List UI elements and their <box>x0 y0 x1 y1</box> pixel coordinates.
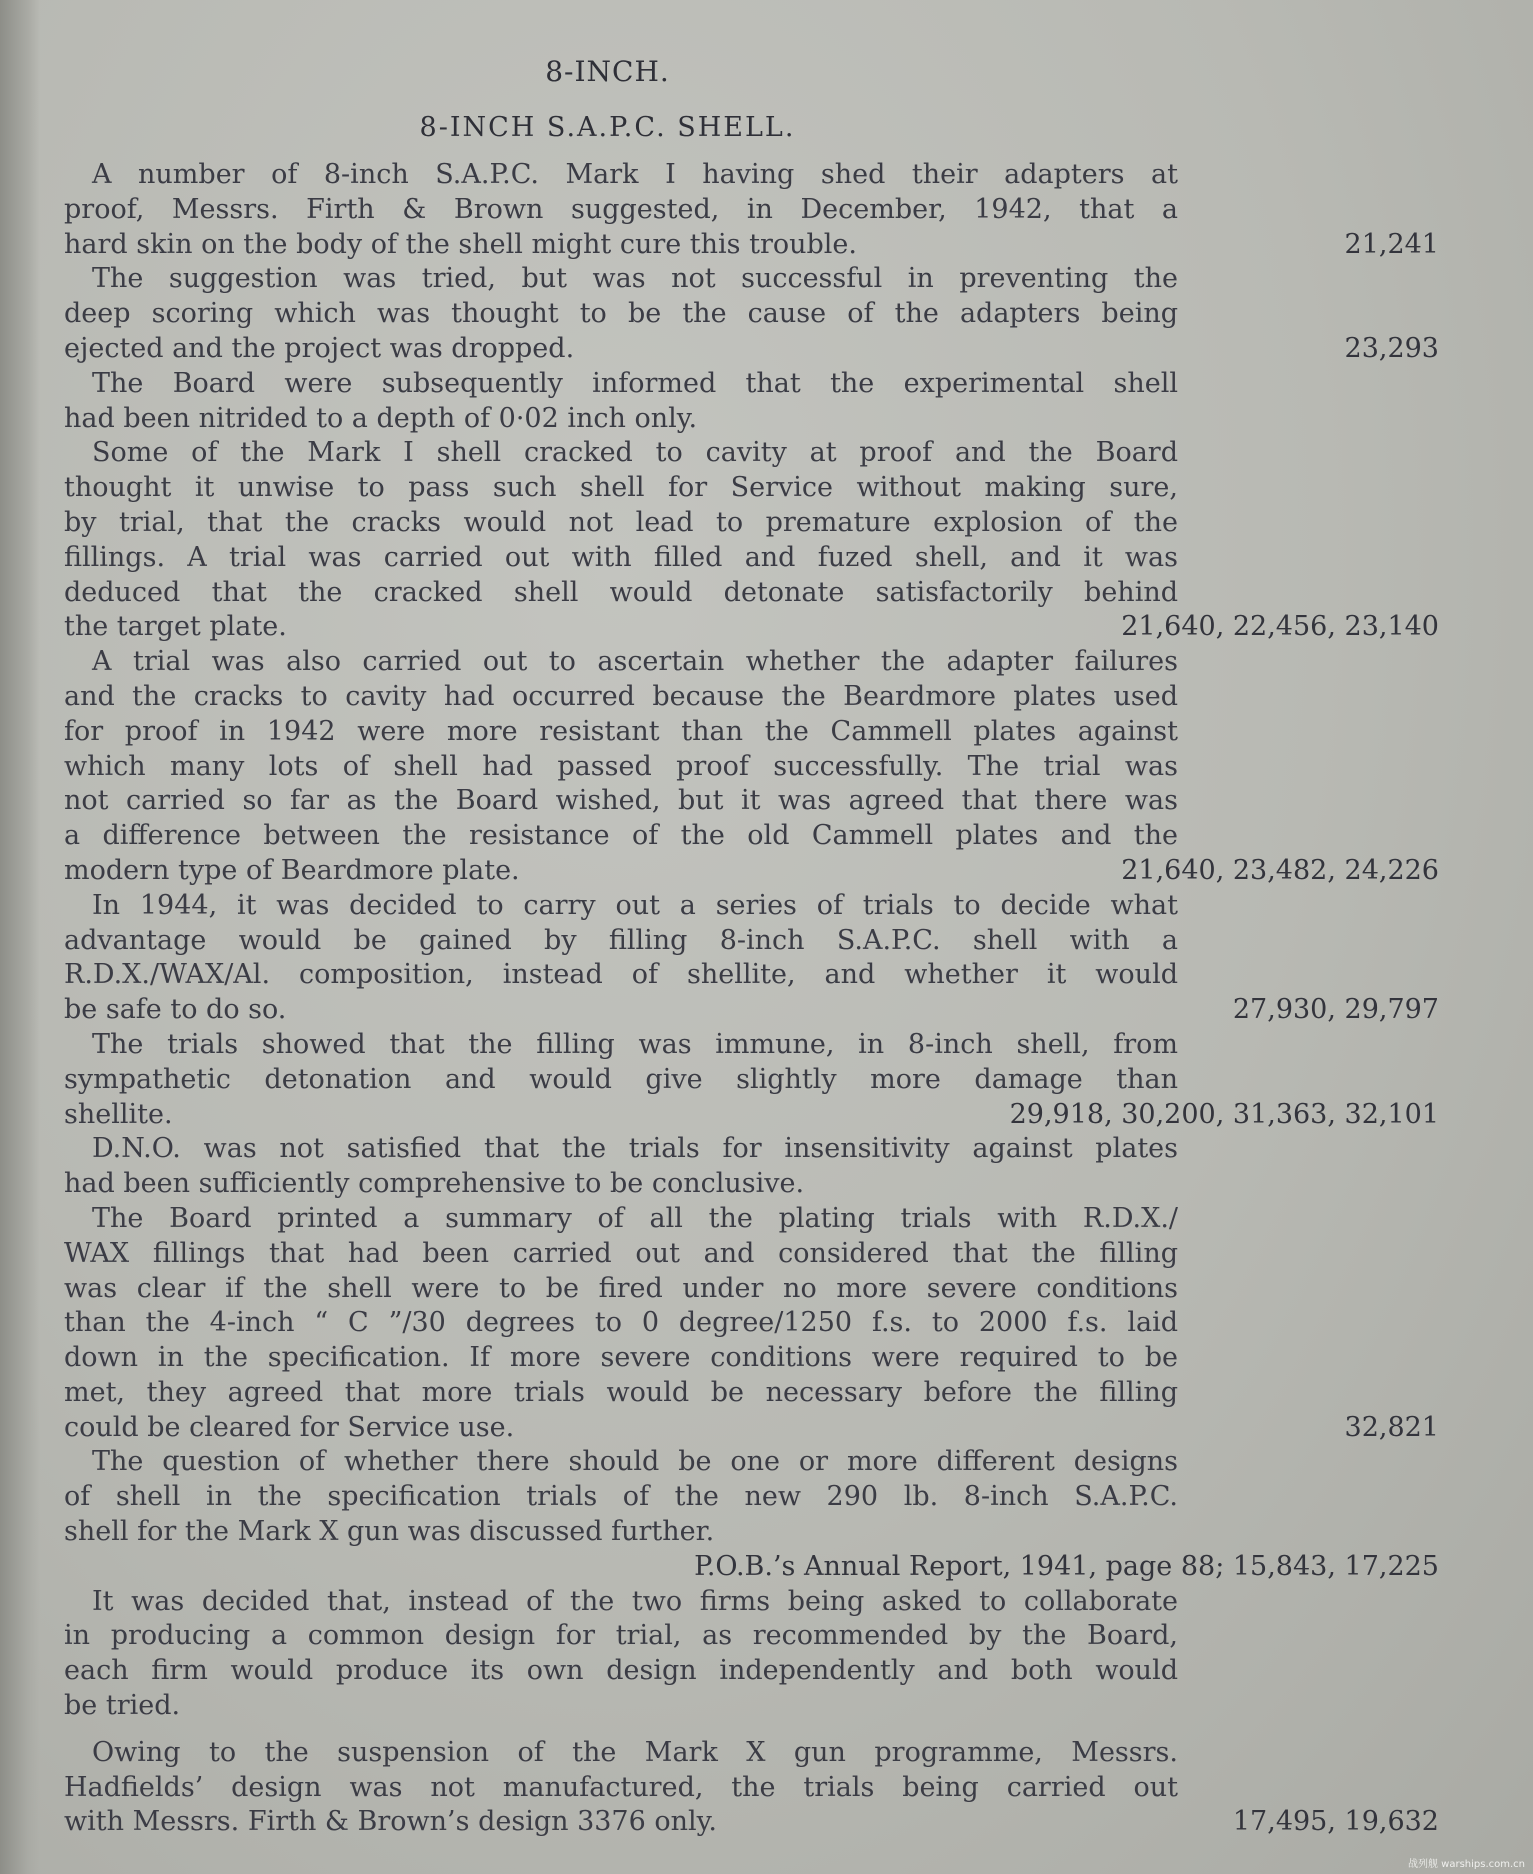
text-line <box>64 1585 1439 1620</box>
line-text: A number of 8-inch S.A.P.C. Mark I having shed their adapters at <box>92 159 1178 190</box>
text-line <box>64 784 1439 819</box>
line-text: proof, Messrs. Firth & Brown suggested, in December, 1942, that a <box>64 193 1178 225</box>
line-text: Some of the Mark I shell cracked to cavity at proof and the Board <box>92 437 1178 469</box>
text-line <box>64 924 1439 959</box>
text-line <box>64 297 1439 332</box>
line-text: deep scoring which was thought to be the cause of the adapters being <box>64 298 1178 330</box>
text-line <box>64 1063 1439 1098</box>
line-text: D.N.O. was not satisfied that the trials for insensitivity against plates <box>92 1133 1178 1165</box>
line-text: met, they agreed that more trials would be necessary before the filling <box>64 1376 1178 1408</box>
text-line <box>64 1805 1439 1840</box>
line-text: was clear if the shell were to be fired under no more severe conditions <box>64 1272 1178 1304</box>
line-text: could be cleared for Service use. <box>64 1411 515 1443</box>
line-text: WAX fillings that had been carried out and considered that the filling <box>64 1237 1178 1269</box>
line-text: a difference between the resistance of the old Cammell plates and the <box>64 820 1178 852</box>
line-text: advantage would be gained by filling 8-inch S.A.P.C. shell with a <box>64 924 1178 956</box>
text-line <box>64 1272 1439 1307</box>
book-spine-shadow <box>0 0 40 1874</box>
line-text: each firm would produce its own design independently and both would <box>64 1655 1178 1687</box>
paper-reference: 32,821 <box>1344 1411 1439 1443</box>
text-line <box>64 819 1439 854</box>
line-text: The suggestion was tried, but was not successful in preventing the <box>92 263 1178 295</box>
line-text: In 1944, it was decided to carry out a series of trials to decide what <box>92 889 1178 921</box>
line-text: The question of whether there should be one or more different designs <box>92 1446 1178 1478</box>
text-line <box>64 750 1439 785</box>
line-text: not carried so far as the Board wished, but it was agreed that there was <box>64 785 1178 817</box>
line-text: and the cracks to cavity had occurred because the Beardmore plates used <box>64 680 1178 712</box>
text-line <box>64 262 1439 297</box>
text-line <box>64 436 1439 471</box>
text-line <box>64 1689 1439 1724</box>
paragraph <box>64 889 1439 1028</box>
text-line <box>64 1654 1439 1689</box>
text-line <box>64 1028 1439 1063</box>
line-text: for proof in 1942 were more resistant than the Cammell plates against <box>64 715 1178 747</box>
line-text: had been nitrided to a depth of 0·02 inch only. <box>64 402 698 434</box>
paragraph <box>64 1202 1439 1446</box>
line-text: shellite. <box>64 1098 173 1130</box>
line-text: The trials showed that the filling was immune, in 8-inch shell, from <box>92 1028 1178 1060</box>
text-line <box>64 193 1439 228</box>
line-text: be safe to do so. <box>64 994 287 1026</box>
line-text: down in the specification. If more severe conditions were required to be <box>64 1342 1178 1374</box>
line-text: R.D.X./WAX/Al. composition, instead of shellite, and whether it would <box>64 959 1178 991</box>
paragraph <box>64 1550 1439 1585</box>
text-line <box>64 1341 1439 1376</box>
paragraph <box>64 1585 1439 1724</box>
text-line <box>64 680 1439 715</box>
text-line <box>64 1515 1439 1550</box>
paper-reference: 27,930, 29,797 <box>1232 994 1439 1026</box>
text-line <box>64 1736 1439 1771</box>
text-line <box>64 1376 1439 1411</box>
paragraph <box>64 1132 1439 1202</box>
line-text: by trial, that the cracks would not lead to premature explosion of the <box>64 506 1178 538</box>
text-line <box>64 715 1439 750</box>
text-line <box>64 402 1439 437</box>
line-text: sympathetic detonation and would give slightly more damage than <box>64 1063 1178 1095</box>
paper-reference: 21,241 <box>1344 228 1439 260</box>
line-text: be tried. <box>64 1690 181 1722</box>
line-text: A trial was also carried out to ascertain whether the adapter failures <box>92 646 1178 678</box>
paragraph <box>64 158 1439 262</box>
text-line <box>64 506 1439 541</box>
line-text: than the 4-inch “ C ”/30 degrees to 0 degree/1250 f.s. to 2000 f.s. laid <box>64 1307 1178 1339</box>
paragraph <box>64 262 1439 366</box>
text-line <box>64 228 1439 263</box>
paragraph <box>64 1445 1439 1549</box>
text-line <box>64 541 1439 576</box>
watermark: 战列舰 warships.com.cn <box>1407 1859 1525 1870</box>
paragraph <box>64 436 1439 645</box>
document-body <box>64 158 1439 1840</box>
paragraph <box>64 1028 1439 1132</box>
text-line <box>64 854 1439 889</box>
text-line <box>64 993 1439 1028</box>
text-line <box>64 889 1439 924</box>
paper-reference: P.O.B.’s Annual Report, 1941, page 88; 15,843, 17,225 <box>694 1550 1439 1582</box>
text-line <box>64 610 1439 645</box>
line-text: Hadfields’ design was not manufactured, the trials being carried out <box>64 1771 1178 1803</box>
paper-reference: 21,640, 22,456, 23,140 <box>1121 611 1439 643</box>
line-text: ejected and the project was dropped. <box>64 332 575 364</box>
paper-reference: 17,495, 19,632 <box>1232 1806 1439 1838</box>
text-line <box>64 1098 1439 1133</box>
text-line <box>64 1411 1439 1446</box>
text-line <box>64 1237 1439 1272</box>
section-heading <box>0 112 1215 143</box>
text-line <box>64 1306 1439 1341</box>
line-text: hard skin on the body of the shell might cure this trouble. <box>64 228 857 260</box>
text-line <box>64 367 1439 402</box>
line-text: It was decided that, instead of the two firms being asked to collaborate <box>92 1585 1178 1617</box>
line-text: with Messrs. Firth & Brown’s design 3376 only. <box>64 1806 717 1838</box>
section-heading-text: 8-INCH S.A.P.C. SHELL. <box>419 112 796 143</box>
paragraph <box>64 367 1439 437</box>
text-line <box>64 1202 1439 1237</box>
text-line <box>64 958 1439 993</box>
reference-line <box>64 1550 1439 1585</box>
text-line <box>64 1619 1439 1654</box>
text-line <box>64 576 1439 611</box>
line-text: of shell in the specification trials of the new 290 lb. 8-inch S.A.P.C. <box>64 1481 1178 1513</box>
text-line <box>64 645 1439 680</box>
text-line <box>64 332 1439 367</box>
line-text: deduced that the cracked shell would detonate satisfactorily behind <box>64 576 1178 608</box>
text-line <box>64 1445 1439 1480</box>
line-text: The Board were subsequently informed that the experimental shell <box>92 367 1178 399</box>
paragraph <box>64 645 1439 889</box>
paragraph <box>64 1736 1439 1840</box>
line-text: thought it unwise to pass such shell for Service without making sure, <box>64 472 1178 504</box>
paper-reference: 29,918, 30,200, 31,363, 32,101 <box>1009 1098 1439 1130</box>
line-text: fillings. A trial was carried out with filled and fuzed shell, and it was <box>64 541 1178 573</box>
line-text: in producing a common design for trial, as recommended by the Board, <box>64 1620 1178 1652</box>
line-text: Owing to the suspension of the Mark X gun programme, Messrs. <box>92 1736 1178 1768</box>
text-line <box>64 1771 1439 1806</box>
paper-reference: 21,640, 23,482, 24,226 <box>1121 854 1439 886</box>
line-text: the target plate. <box>64 611 287 643</box>
line-text: had been sufficiently comprehensive to be conclusive. <box>64 1168 805 1200</box>
line-text: The Board printed a summary of all the plating trials with R.D.X./ <box>92 1202 1178 1234</box>
text-line <box>64 158 1439 193</box>
text-line <box>64 1167 1439 1202</box>
text-line <box>64 471 1439 506</box>
paper-reference: 23,293 <box>1344 332 1439 364</box>
page-heading: 8-INCH. <box>545 55 670 88</box>
line-text: which many lots of shell had passed proof successfully. The trial was <box>64 750 1178 782</box>
line-text: shell for the Mark X gun was discussed further. <box>64 1516 715 1548</box>
line-text: modern type of Beardmore plate. <box>64 854 520 886</box>
text-line <box>64 1132 1439 1167</box>
text-line <box>64 1480 1439 1515</box>
